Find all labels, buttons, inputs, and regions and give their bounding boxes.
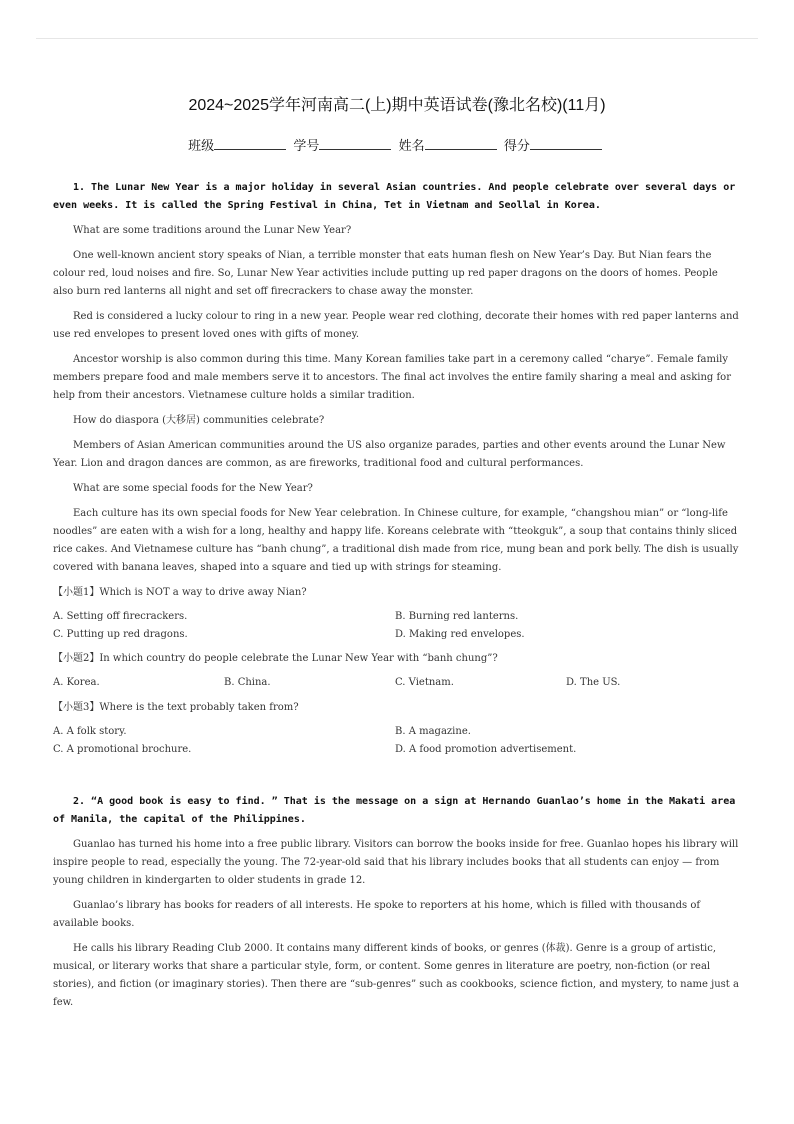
option-b[interactable]: B. A magazine.: [395, 726, 471, 737]
q1-paragraph: Red is considered a lucky colour to ring in a new year. People wear red clothing, decorate their homes with red paper lanterns and use red envelopes to present loved ones with gifts of money.: [53, 311, 739, 340]
q2-paragraph: Guanlao has turned his home into a free public library. Visitors can borrow the books inside for free. Guanlao hopes his library will inspire people to read, especially the young. The 72-year-old said that his library includes books that all students can enjoy — from young children in kindergarten to older students in grade 12.: [53, 839, 739, 886]
student-info-line: [0, 135, 794, 154]
subquestion-1: 【小题1】Which is NOT a way to drive away Nian?: [53, 587, 307, 598]
q1-paragraph: What are some traditions around the Lunar New Year?: [73, 225, 352, 236]
option-a[interactable]: A. Korea.: [53, 677, 100, 688]
q2-paragraph: He calls his library Reading Club 2000. It contains many different kinds of books, or genres (体裁). Genre is a group of artistic, musical, or literary works that share a particular style, form, or content. Some genres in literature are poetry, non-fiction (or real stories), and fiction (or imaginary stories). Then there are “sub-genres” such as cookbooks, science fiction, and mystery, to name just a few.: [53, 943, 739, 1008]
subquestion-2-options: [53, 674, 741, 692]
option-b[interactable]: B. China.: [224, 677, 271, 688]
class-blank[interactable]: [214, 137, 286, 150]
name-blank[interactable]: [425, 137, 497, 150]
q1-paragraph: How do diaspora (大移居) communities celebrate?: [73, 415, 325, 426]
score-label: 得分: [503, 138, 530, 153]
option-c[interactable]: C. A promotional brochure.: [53, 744, 192, 755]
name-label: 姓名: [398, 138, 425, 153]
subquestion-2: 【小题2】In which country do people celebrate the Lunar New Year with “banh chung”?: [53, 653, 498, 664]
q1-paragraph: One well-known ancient story speaks of Nian, a terrible monster that eats human flesh on New Year’s Day. But Nian fears the colour red, loud noises and fire. So, Lunar New Year activities include putting up red paper dragons on the doors of homes. People also burn red lanterns all night and set off firecrackers to chase away the monster.: [53, 250, 718, 297]
question-2-intro: 2. “A good book is easy to find. ” That is the message on a sign at Hernando Guanlao’s home in the Makati area of Manila, the capital of the Philippines.: [53, 796, 736, 825]
option-a[interactable]: A. A folk story.: [53, 726, 127, 737]
q1-paragraph: Each culture has its own special foods for New Year celebration. In Chinese culture, for example, “changshou mian” or “long-life noodles” are eaten with a wish for a long, healthy and happy life. Koreans celebrate with “tteokguk”, a soup that contains thinly sliced rice cakes. And Vietnamese culture has “banh chung”, a traditional dish made from rice, mung bean and pork belly. The dish is usually covered with banana leaves, shaped into a square and tied up with strings for steaming.: [53, 508, 739, 573]
q1-paragraph: Members of Asian American communities around the US also organize parades, parties and other events around the Lunar New Year. Lion and dragon dances are common, as are fireworks, traditional food and cultural performances.: [53, 440, 726, 469]
option-b[interactable]: B. Burning red lanterns.: [395, 611, 519, 622]
score-blank[interactable]: [530, 137, 602, 150]
q1-paragraph: What are some special foods for the New Year?: [73, 483, 313, 494]
option-a[interactable]: A. Setting off firecrackers.: [53, 611, 188, 622]
student-id-label: 学号: [293, 138, 320, 153]
question-1-intro: 1. The Lunar New Year is a major holiday in several Asian countries. And people celebrate over several days or even weeks. It is called the Spring Festival in China, Tet in Vietnam and Seollal in Korea.: [53, 182, 736, 211]
subquestion-3: 【小题3】Where is the text probably taken from?: [53, 702, 299, 713]
exam-content: [53, 179, 741, 1019]
option-d[interactable]: D. The US.: [566, 677, 621, 688]
section-gap: [53, 765, 741, 793]
option-c[interactable]: C. Putting up red dragons.: [53, 629, 188, 640]
option-c[interactable]: C. Vietnam.: [395, 677, 454, 688]
q2-paragraph: Guanlao’s library has books for readers of all interests. He spoke to reporters at his home, which is filled with thousands of available books.: [53, 900, 701, 929]
class-label: 班级: [188, 138, 215, 153]
subquestion-1-options: [53, 608, 741, 644]
q1-paragraph: Ancestor worship is also common during this time. Many Korean families take part in a ceremony called “charye”. Female family members prepare food and male members serve it to ancestors. The final act involves the entire family sharing a meal and asking for help from their ancestors. Vietnamese culture holds a similar tradition.: [53, 354, 731, 401]
student-id-blank[interactable]: [319, 137, 391, 150]
header-rule: [36, 38, 758, 39]
page-title: 2024~2025学年河南高二(上)期中英语试卷(豫北名校)(11月): [188, 97, 606, 114]
option-d[interactable]: D. A food promotion advertisement.: [395, 744, 577, 755]
subquestion-3-options: [53, 723, 741, 759]
option-d[interactable]: D. Making red envelopes.: [395, 629, 525, 640]
